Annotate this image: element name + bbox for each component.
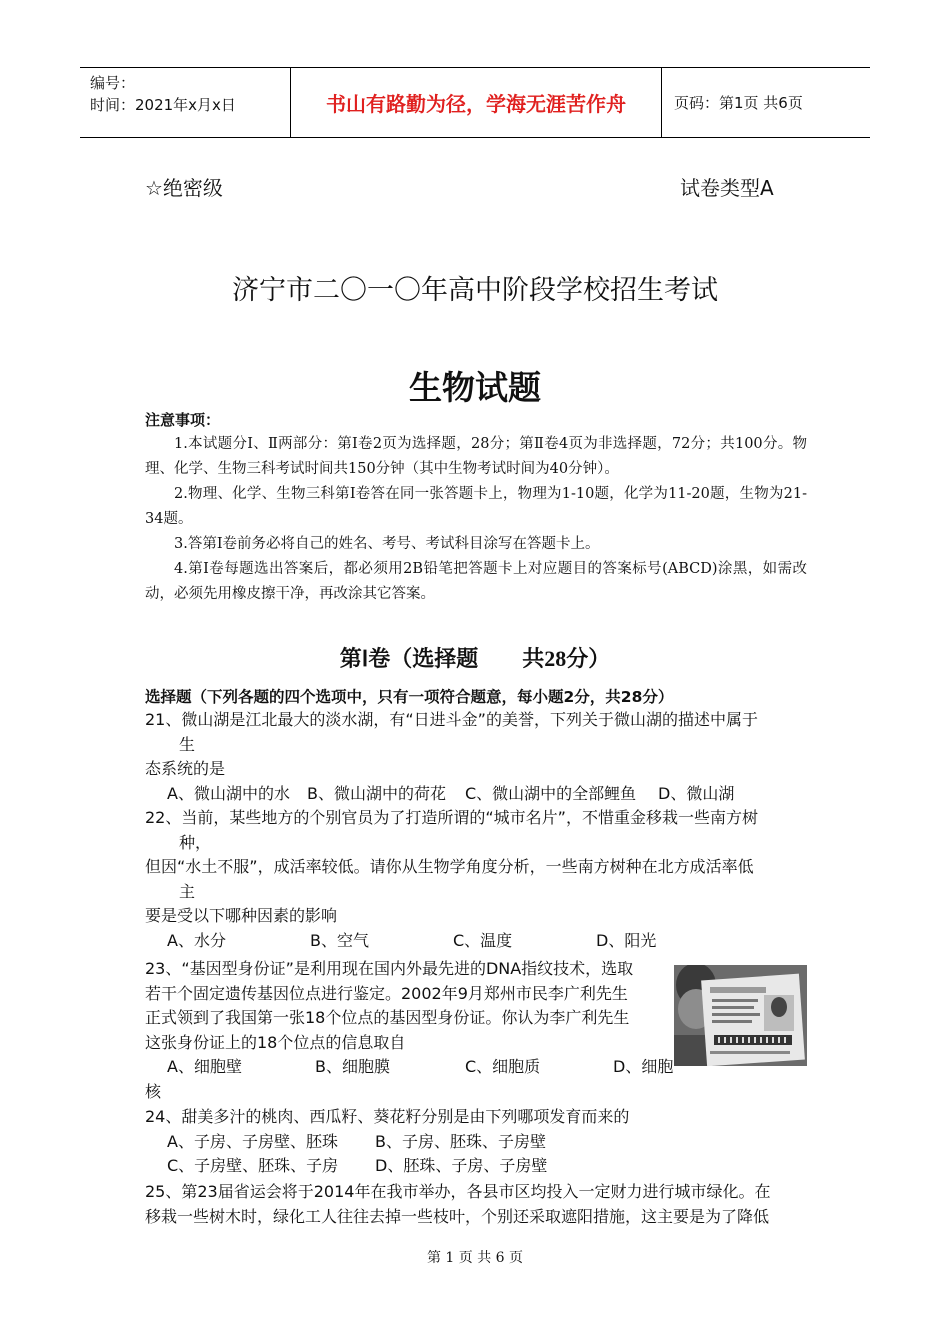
option-a: A、水分 bbox=[167, 930, 226, 950]
question-text: 24、甜美多汁的桃肉、西瓜籽、葵花籽分别是由下列哪项发育而来的 bbox=[145, 1107, 630, 1126]
question-text: 这张身份证上的18个位点的信息取自 bbox=[145, 1032, 406, 1052]
id-card-illustration bbox=[674, 965, 807, 1066]
motto: 书山有路勤为径，学海无涯苦作舟 bbox=[290, 68, 662, 137]
option-c: C、微山湖中的全部鲤鱼 bbox=[465, 783, 637, 803]
option-d: D、胚珠、子房、子房壁 bbox=[375, 1156, 548, 1175]
option-a: A、细胞壁 bbox=[167, 1057, 242, 1076]
options-row bbox=[145, 1130, 808, 1155]
section-title: 第Ⅰ卷（选择题 共28分） bbox=[339, 646, 611, 671]
header-meta bbox=[80, 68, 290, 137]
option-a: A、微山湖中的水 bbox=[167, 783, 290, 803]
question-text: 但因“水土不服”，成活率较低。请你从生物学角度分析，一些南方树种在北方成活率低 bbox=[145, 857, 754, 876]
option-c: C、温度 bbox=[453, 930, 513, 950]
option-d: D、微山湖 bbox=[658, 783, 735, 803]
page-header bbox=[80, 67, 870, 138]
subject-title: 生物试题 bbox=[409, 368, 541, 407]
options-row bbox=[145, 1154, 808, 1179]
paper-type: 试卷类型A bbox=[680, 176, 774, 200]
question-25 bbox=[145, 1180, 808, 1229]
note-item: 3.答第Ⅰ卷前务必将自己的姓名、考号、考试科目涂写在答题卡上。 bbox=[174, 536, 600, 552]
question-text: 种， bbox=[179, 832, 212, 852]
page-footer: 第 1 页 共 6 页 bbox=[426, 1250, 524, 1266]
option-b: B、空气 bbox=[310, 930, 369, 950]
option-d: D、细胞 bbox=[613, 1057, 674, 1076]
date-label: 时间：2021年x月x日 bbox=[90, 96, 236, 114]
options-row bbox=[145, 929, 808, 954]
question-text: 23、“基因型身份证”是利用现在国内外最先进的DNA指纹技术，选取 bbox=[145, 959, 634, 978]
note-item: 4.第Ⅰ卷每题选出答案后，都必须用2B铅笔把答题卡上对应题目的答案标号(ABCD)涂黑，如需改动，必须先用橡皮擦干净，再改涂其它答案。 bbox=[145, 561, 807, 602]
question-21 bbox=[145, 708, 808, 806]
note-item: 2.物理、化学、生物三科第Ⅰ卷答在同一张答题卡上，物理为1-10题，化学为11-20题，生物为21-34题。 bbox=[145, 486, 807, 527]
option-b: B、子房、胚珠、子房壁 bbox=[375, 1131, 546, 1151]
question-text: 核 bbox=[145, 1081, 162, 1101]
question-text: 生 bbox=[179, 734, 196, 754]
question-text: 25、第23届省运会将于2014年在我市举办，各县市区均投入一定财力进行城市绿化。在 bbox=[145, 1182, 771, 1201]
option-a: A、子房、子房壁、胚珠 bbox=[167, 1131, 338, 1151]
question-23 bbox=[145, 957, 675, 1104]
page-counter: 页码：第1页 共6页 bbox=[674, 94, 803, 112]
question-text: 主 bbox=[179, 881, 196, 901]
question-22 bbox=[145, 806, 808, 953]
notes-list bbox=[145, 432, 807, 607]
secret-level: ☆绝密级 bbox=[145, 176, 223, 200]
id-card-photo bbox=[674, 965, 807, 1066]
question-text: 要是受以下哪种因素的影响 bbox=[145, 906, 338, 925]
option-b: B、微山湖中的荷花 bbox=[307, 783, 446, 803]
question-text: 22、当前，某些地方的个别官员为了打造所谓的“城市名片”，不惜重金移栽一些南方树 bbox=[145, 808, 758, 827]
section-instruction: 选择题（下列各题的四个选项中，只有一项符合题意，每小题2分，共28分） bbox=[145, 688, 674, 706]
question-text: 若干个固定遗传基因位点进行鉴定。2002年9月郑州市民李广利先生 bbox=[145, 983, 628, 1003]
question-text: 移栽一些树木时，绿化工人往往去掉一些枝叶，个别还采取遮阳措施，这主要是为了降低 bbox=[145, 1206, 770, 1226]
option-d: D、阳光 bbox=[596, 930, 657, 950]
question-24 bbox=[145, 1105, 808, 1179]
question-text: 态系统的是 bbox=[145, 759, 226, 778]
option-b: B、细胞膜 bbox=[315, 1057, 390, 1076]
option-c: C、细胞质 bbox=[465, 1057, 541, 1076]
question-text: 正式领到了我国第一张18个位点的基因型身份证。你认为李广利先生 bbox=[145, 1008, 630, 1027]
option-c: C、子房壁、胚珠、子房 bbox=[167, 1156, 339, 1175]
exam-title: 济宁市二〇一〇年高中阶段学校招生考试 bbox=[232, 275, 718, 306]
question-text: 21、微山湖是江北最大的淡水湖，有“日进斗金”的美誉，下列关于微山湖的描述中属于 bbox=[145, 710, 758, 729]
note-item: 1.本试题分Ⅰ、Ⅱ两部分：第Ⅰ卷2页为选择题，28分；第Ⅱ卷4页为非选择题，72分；共100分。物理、化学、生物三科考试时间共150分钟（其中生物考试时间为40分钟）。 bbox=[145, 436, 807, 477]
notes-heading: 注意事项： bbox=[145, 411, 221, 429]
options-row bbox=[145, 782, 808, 807]
serial-label: 编号： bbox=[90, 74, 136, 92]
options-row bbox=[145, 1055, 675, 1080]
